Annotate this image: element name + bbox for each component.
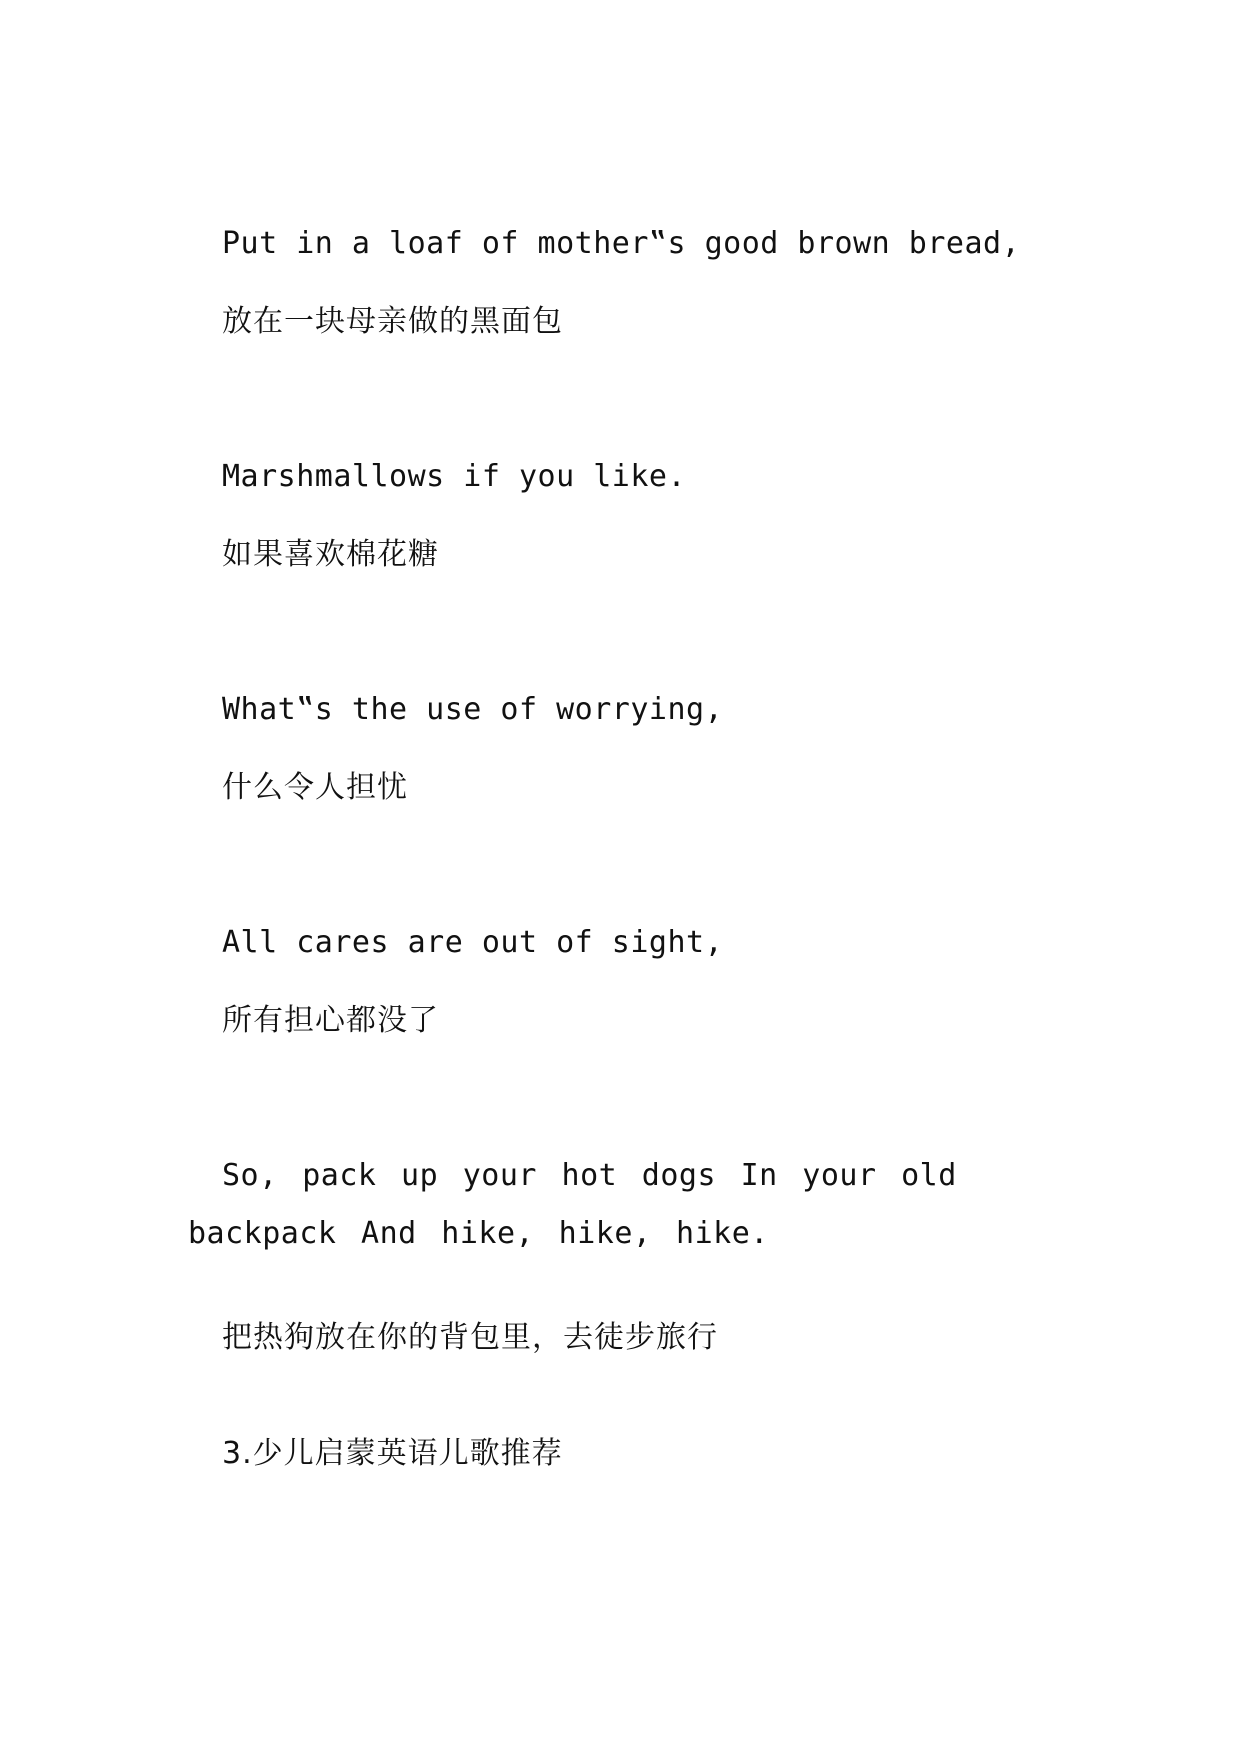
lyric-line-english: All cares are out of sight, <box>222 925 724 960</box>
lyric-line-chinese: 放在一块母亲做的黑面包 <box>222 304 563 339</box>
lyric-line-chinese: 什么令人担忧 <box>222 770 408 805</box>
lyric-line-chinese: 所有担心都没了 <box>222 1003 439 1038</box>
lyric-line-english: Put in a loaf of mother‟s good brown bread, <box>222 226 1021 261</box>
lyric-line-english: What‟s the use of worrying, <box>222 692 724 727</box>
lyric-line-chinese: 把热狗放在你的背包里，去徒步旅行 <box>222 1320 718 1355</box>
section-heading: 3.少儿启蒙英语儿歌推荐 <box>222 1436 563 1471</box>
lyric-paragraph-english: So, pack up your hot dogs In your old backpack And hike, hike, hike. <box>188 1158 957 1251</box>
lyric-line-english: Marshmallows if you like. <box>222 459 687 494</box>
lyric-line-chinese: 如果喜欢棉花糖 <box>222 537 439 572</box>
